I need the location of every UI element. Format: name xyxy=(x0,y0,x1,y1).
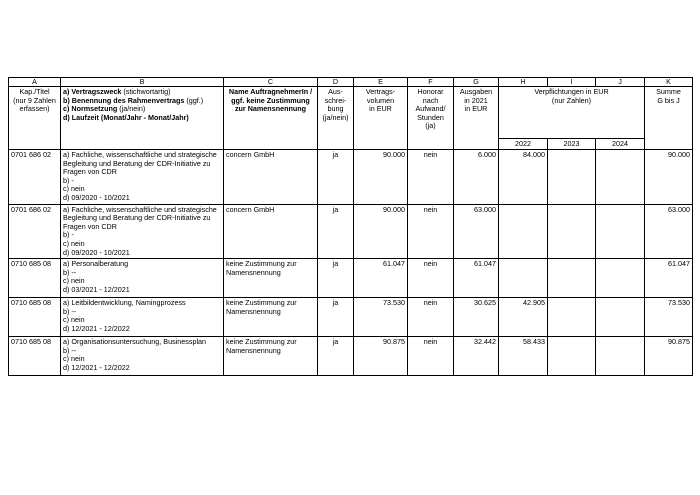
cell-ausschreibung: ja xyxy=(318,337,354,376)
cell-summe: 90.875 xyxy=(645,337,693,376)
cell-ausgaben: 61.047 xyxy=(454,259,499,298)
cell-name: concern GmbH xyxy=(224,150,318,205)
header-kap-titel: Kap./Titel (nur 9 Zahlen erfassen) xyxy=(9,87,61,150)
contracts-table xyxy=(8,77,693,376)
cell-honorar: nein xyxy=(408,259,454,298)
column-letter: K xyxy=(645,78,693,87)
header-auftragnehmer: Name AuftragnehmerIn / ggf. keine Zustimmung zur Namensnennung xyxy=(224,87,318,150)
cell-summe: 73.530 xyxy=(645,298,693,337)
cell-kap: 0710 685 08 xyxy=(9,337,61,376)
cell-2023 xyxy=(548,150,596,205)
header-ausgaben: Ausgaben in 2021 in EUR xyxy=(454,87,499,150)
cell-description: a) Leitbildentwicklung, Namingprozess b) -- c) nein d) 12/2021 - 12/2022 xyxy=(61,298,224,337)
header-b-line3-rest: (ja/nein) xyxy=(117,104,146,114)
cell-honorar: nein xyxy=(408,337,454,376)
cell-volumen: 61.047 xyxy=(354,259,408,298)
cell-2024 xyxy=(596,337,645,376)
header-b-line4-bold: d) Laufzeit (Monat/Jahr - Monat/Jahr) xyxy=(63,112,189,122)
cell-2023 xyxy=(548,259,596,298)
header-summe: Summe G bis J xyxy=(645,87,693,150)
header-vertragsvolumen: Vertrags- volumen in EUR xyxy=(354,87,408,150)
cell-2024 xyxy=(596,150,645,205)
header-b-line2-rest: (ggf.) xyxy=(184,95,204,105)
cell-volumen: 90.000 xyxy=(354,150,408,205)
cell-2024 xyxy=(596,298,645,337)
cell-ausgaben: 6.000 xyxy=(454,150,499,205)
column-letter: E xyxy=(354,78,408,87)
cell-description: a) Fachliche, wissenschaftliche und strategische Begleitung und Beratung der CDR-Initiative zu Fragen von CDR b) - c) nein d) 09/2020 - 10/2021 xyxy=(61,204,224,259)
cell-description: a) Organisationsuntersuchung, Businessplan b) -- c) nein d) 12/2021 - 12/2022 xyxy=(61,337,224,376)
cell-2023 xyxy=(548,298,596,337)
cell-ausschreibung: ja xyxy=(318,259,354,298)
header-honorar: Honorar nach Aufwand/ Stunden (ja) xyxy=(408,87,454,150)
cell-2023 xyxy=(548,204,596,259)
column-letter-row xyxy=(9,78,693,87)
cell-ausgaben: 32.442 xyxy=(454,337,499,376)
cell-honorar: nein xyxy=(408,150,454,205)
cell-2022 xyxy=(499,259,548,298)
table-row xyxy=(9,259,693,298)
table-row xyxy=(9,150,693,205)
column-letter: H xyxy=(499,78,548,87)
header-b-line3-bold: c) Normsetzung xyxy=(63,104,118,114)
table-row xyxy=(9,337,693,376)
cell-volumen: 90.875 xyxy=(354,337,408,376)
cell-ausschreibung: ja xyxy=(318,150,354,205)
header-year-2022: 2022 xyxy=(499,139,548,150)
cell-2023 xyxy=(548,337,596,376)
cell-2022: 42.905 xyxy=(499,298,548,337)
header-year-2023: 2023 xyxy=(548,139,596,150)
table-row xyxy=(9,204,693,259)
header-verpflichtungen: Verpflichtungen in EUR (nur Zahlen) xyxy=(499,87,645,139)
cell-summe: 90.000 xyxy=(645,150,693,205)
cell-kap: 0710 685 08 xyxy=(9,298,61,337)
cell-name: keine Zustimmung zur Namensnennung xyxy=(224,259,318,298)
column-letter: A xyxy=(9,78,61,87)
column-letter: F xyxy=(408,78,454,87)
cell-volumen: 90.000 xyxy=(354,204,408,259)
cell-2022 xyxy=(499,204,548,259)
cell-honorar: nein xyxy=(408,204,454,259)
cell-name: concern GmbH xyxy=(224,204,318,259)
table-row xyxy=(9,298,693,337)
cell-ausschreibung: ja xyxy=(318,298,354,337)
cell-ausgaben: 63.000 xyxy=(454,204,499,259)
header-ausschreibung: Aus- schrei- bung (ja/nein) xyxy=(318,87,354,150)
column-letter: I xyxy=(548,78,596,87)
cell-summe: 61.047 xyxy=(645,259,693,298)
cell-summe: 63.000 xyxy=(645,204,693,259)
cell-ausgaben: 30.625 xyxy=(454,298,499,337)
cell-name: keine Zustimmung zur Namensnennung xyxy=(224,298,318,337)
cell-description: a) Personalberatung b) -- c) nein d) 03/2021 - 12/2021 xyxy=(61,259,224,298)
column-letter: J xyxy=(596,78,645,87)
cell-description: a) Fachliche, wissenschaftliche und strategische Begleitung und Beratung der CDR-Initiative zu Fragen von CDR b) - c) nein d) 09/2020 - 10/2021 xyxy=(61,150,224,205)
cell-2024 xyxy=(596,204,645,259)
column-letter: C xyxy=(224,78,318,87)
header-b-line1-rest: (stichwortartig) xyxy=(121,87,171,96)
cell-name: keine Zustimmung zur Namensnennung xyxy=(224,337,318,376)
cell-kap: 0701 686 02 xyxy=(9,204,61,259)
cell-honorar: nein xyxy=(408,298,454,337)
header-year-2024: 2024 xyxy=(596,139,645,150)
cell-volumen: 73.530 xyxy=(354,298,408,337)
cell-kap: 0701 686 02 xyxy=(9,150,61,205)
cell-2022: 84.000 xyxy=(499,150,548,205)
column-letter: D xyxy=(318,78,354,87)
cell-2022: 58.433 xyxy=(499,337,548,376)
cell-kap: 0710 685 08 xyxy=(9,259,61,298)
cell-ausschreibung: ja xyxy=(318,204,354,259)
header-b-line1-bold: a) Vertragszweck xyxy=(63,87,122,96)
column-letter: B xyxy=(61,78,224,87)
header-vertragszweck xyxy=(61,87,224,150)
cell-2024 xyxy=(596,259,645,298)
column-letter: G xyxy=(454,78,499,87)
header-row xyxy=(9,87,693,139)
header-b-line2-bold: b) Benennung des Rahmenvertrags xyxy=(63,95,185,105)
